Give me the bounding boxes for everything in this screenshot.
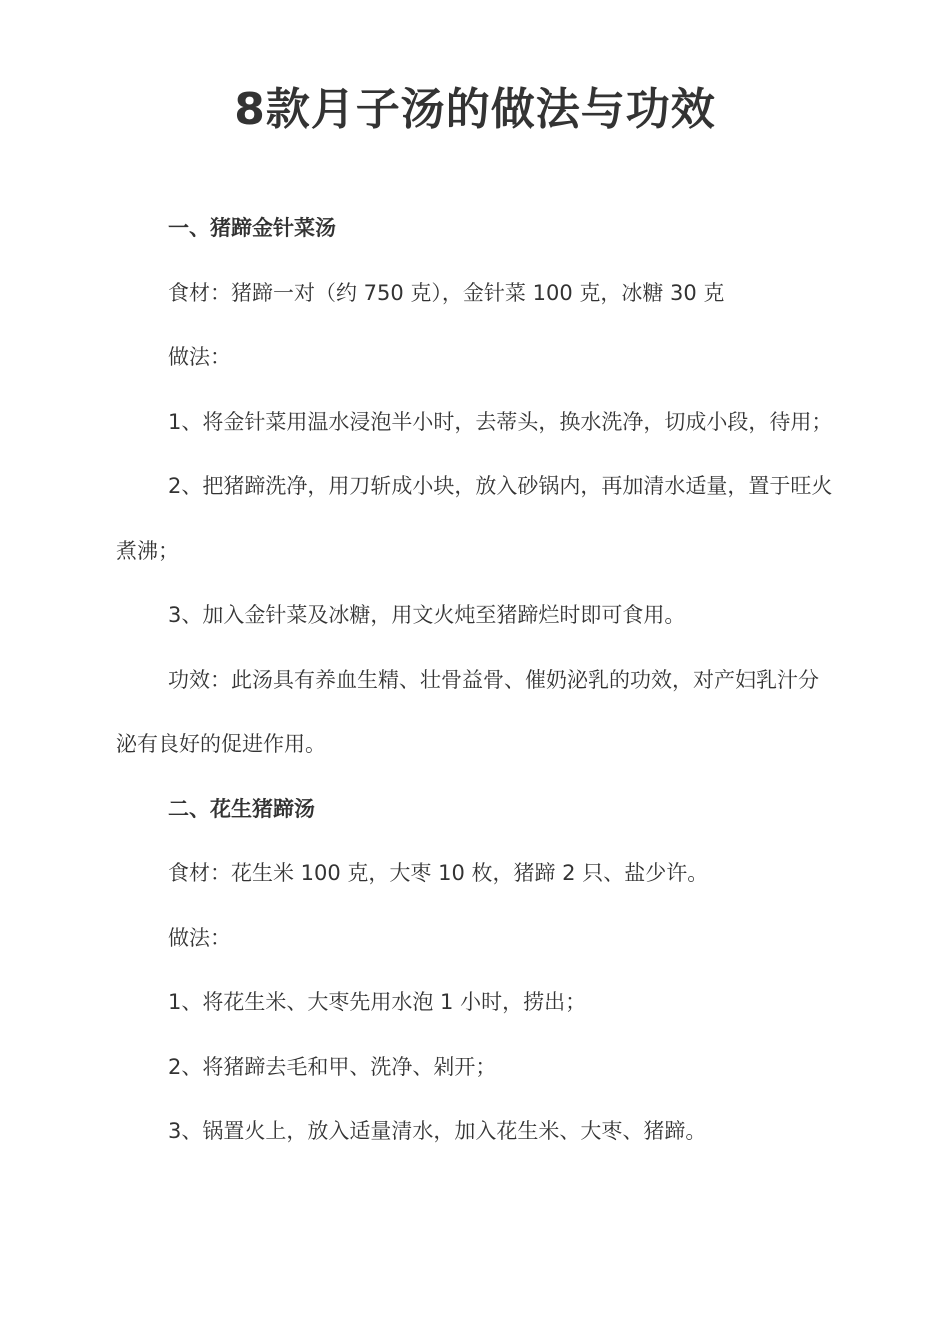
method-step: 1、将花生米、大枣先用水泡 1 小时，捞出； [168,990,587,1014]
section-pig-trotter-daylily-soup [116,196,836,777]
method-label: 做法： [168,345,231,369]
effect-text: 功效：此汤具有养血生精、壮骨益骨、催奶泌乳的功效，对产妇乳汁分泌有良好的促进作用。 [116,667,819,756]
ingredients-text: 食材：猪蹄一对（约 750 克），金针菜 100 克，冰糖 30 克 [168,280,725,305]
ingredients-text: 食材：花生米 100 克，大枣 10 枚，猪蹄 2 只、盐少许。 [168,861,709,885]
method-step: 1、将金针菜用温水浸泡半小时，去蒂头，换水洗净，切成小段，待用； [168,409,833,434]
section-heading: 二、花生猪蹄汤 [168,796,315,821]
method-label: 做法： [168,925,231,950]
section-heading: 一、猪蹄金针菜汤 [168,216,336,240]
method-step: 2、将猪蹄去毛和甲、洗净、剁开； [168,1054,497,1079]
page-title: 8款月子汤的做法与功效 [234,84,716,135]
method-step: 3、锅置火上，放入适量清水，加入花生米、大枣、猪蹄。 [168,1119,707,1143]
document-body [116,196,836,1164]
method-step: 3、加入金针菜及冰糖，用文火炖至猪蹄烂时即可食用。 [168,603,686,627]
method-step: 2、把猪蹄洗净，用刀斩成小块，放入砂锅内，再加清水适量，置于旺火煮沸； [116,474,833,563]
section-peanut-pig-trotter-soup [116,777,836,1164]
